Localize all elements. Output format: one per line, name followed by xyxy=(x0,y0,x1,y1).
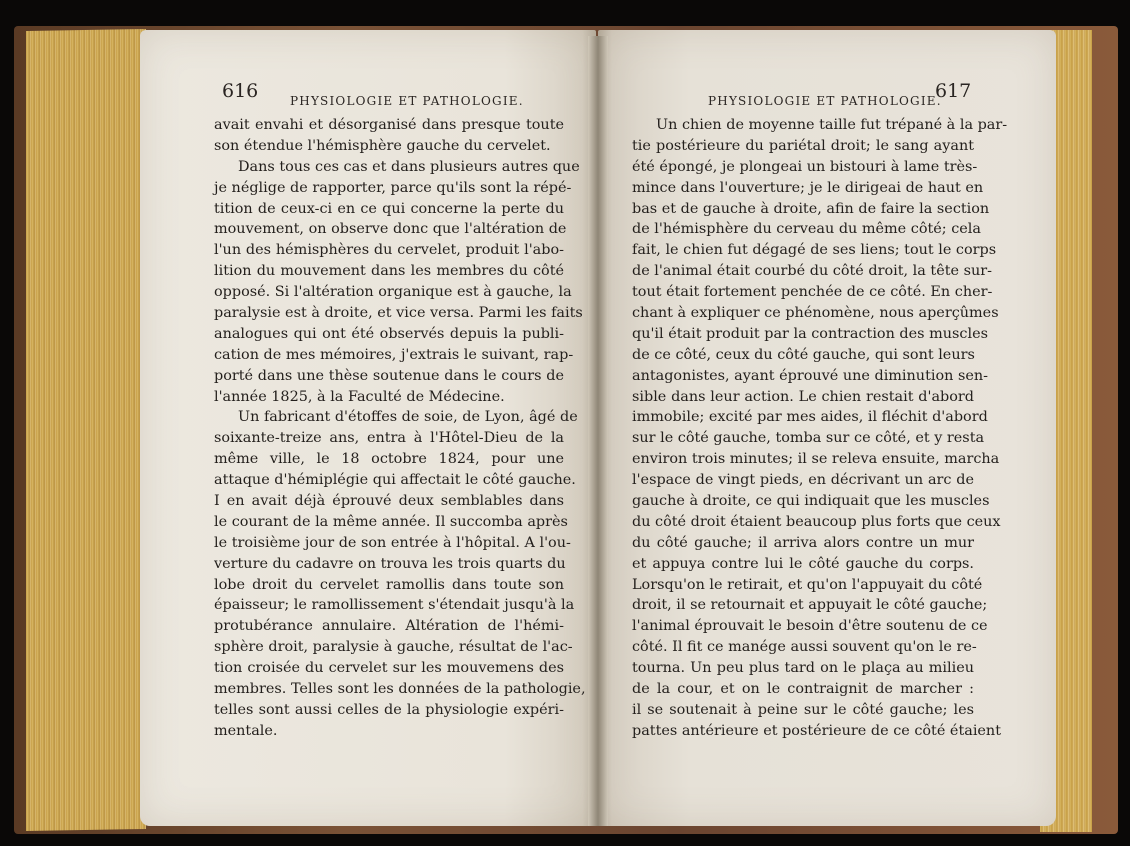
text-line: porté dans une thèse soutenue dans le cours de xyxy=(214,367,564,384)
text-line: droit, il se retournait et appuyait le côté gauche; xyxy=(632,597,988,614)
text-line: mouvement, on observe donc que l'altération de xyxy=(214,221,567,238)
text-line: de l'animal était courbé du côté droit, la tête sur- xyxy=(632,263,992,280)
text-line: qu'il était produit par la contraction des muscles xyxy=(632,325,988,342)
text-line: paralysie est à droite, et vice versa. Parmi les faits xyxy=(214,305,583,322)
text-line: il se soutenait à peine sur le côté gauche; les xyxy=(632,701,974,718)
text-line: du côté droit étaient beaucoup plus forts que ceux xyxy=(632,513,1001,530)
text-line: tie postérieure du pariétal droit; le sang ayant xyxy=(632,137,974,154)
text-line: lition du mouvement dans les membres du côté xyxy=(214,263,564,280)
text-line: côté. Il fit ce manége aussi souvent qu'on le re- xyxy=(632,639,977,656)
text-line: membres. Telles sont les données de la pathologie, xyxy=(214,681,586,698)
text-line: le troisième jour de son entrée à l'hôpital. A l'ou- xyxy=(214,534,571,551)
text-line: cation de mes mémoires, j'extrais le suivant, rap- xyxy=(214,346,574,363)
text-line: gauche à droite, ce qui indiquait que les muscles xyxy=(632,493,990,510)
text-line: sur le côté gauche, tomba sur ce côté, et y resta xyxy=(632,430,985,447)
left-page-number: 616 xyxy=(222,80,259,102)
text-line: I en avait déjà éprouvé deux semblables dans xyxy=(214,493,564,510)
text-line: analogues qui ont été observés depuis la publi- xyxy=(214,325,564,342)
text-line: sible dans leur action. Le chien restait d'abord xyxy=(632,388,974,405)
right-running-head: PHYSIOLOGIE ET PATHOLOGIE. xyxy=(708,94,942,108)
text-line: son étendue l'hémisphère gauche du cervelet. xyxy=(214,137,551,154)
left-page-body xyxy=(214,115,586,742)
text-line: je néglige de rapporter, parce qu'ils sont la répé- xyxy=(214,179,572,196)
text-line: bas et de gauche à droite, afin de faire la section xyxy=(632,200,990,217)
text-line: de l'hémisphère du cerveau du même côté; cela xyxy=(632,221,981,238)
text-line: Lorsqu'on le retirait, et qu'on l'appuyait du côté xyxy=(632,576,983,593)
text-line: tion croisée du cervelet sur les mouvemens des xyxy=(214,660,564,677)
text-line: antagonistes, ayant éprouvé une diminution sen- xyxy=(632,367,988,384)
text-line: tout était fortement penchée de ce côté. En cher- xyxy=(632,284,993,301)
text-line: épaisseur; le ramollissement s'étendait jusqu'à la xyxy=(214,597,575,614)
text-line: l'espace de vingt pieds, en décrivant un arc de xyxy=(632,472,974,489)
text-line: Un chien de moyenne taille fut trépané à la par- xyxy=(656,117,1008,133)
text-line: attaque d'hémiplégie qui affectait le côté gauche. xyxy=(214,472,576,489)
text-line: opposé. Si l'altération organique est à gauche, la xyxy=(214,284,572,301)
text-line: de la cour, et on le contraignit de marcher : xyxy=(632,681,974,698)
text-line: sphère droit, paralysie à gauche, résultat de l'ac- xyxy=(214,639,573,656)
text-line: même ville, le 18 octobre 1824, pour une xyxy=(214,451,564,468)
text-line: l'animal éprouvait le besoin d'être soutenu de ce xyxy=(632,618,988,635)
text-line: protubérance annulaire. Altération de l'hémi- xyxy=(214,618,564,635)
book-gutter xyxy=(588,36,608,826)
text-line: Dans tous ces cas et dans plusieurs autres que xyxy=(238,158,580,175)
right-page-body xyxy=(632,115,1008,742)
text-line: pattes antérieure et postérieure de ce côté étaient xyxy=(632,722,1001,739)
text-line: tourna. Un peu plus tard on le plaça au milieu xyxy=(632,660,974,677)
text-line: l'un des hémisphères du cervelet, produit l'abo- xyxy=(214,242,564,259)
text-line: chant à expliquer ce phénomène, nous aperçûmes xyxy=(632,305,999,322)
text-line: et appuya contre lui le côté gauche du corps. xyxy=(632,555,974,572)
text-line: de ce côté, ceux du côté gauche, qui sont leurs xyxy=(632,346,975,363)
text-line: Un fabricant d'étoffes de soie, de Lyon, âgé de xyxy=(238,409,578,426)
text-line: mince dans l'ouverture; je le dirigeai de haut en xyxy=(632,179,984,196)
text-line: immobile; excité par mes aides, il fléchit d'abord xyxy=(632,409,988,426)
text-line: soixante-treize ans, entra à l'Hôtel-Dieu de la xyxy=(214,430,564,447)
left-running-head: PHYSIOLOGIE ET PATHOLOGIE. xyxy=(290,94,524,108)
text-line: du côté gauche; il arriva alors contre un mur xyxy=(632,534,974,551)
text-line: lobe droit du cervelet ramollis dans toute son xyxy=(214,576,564,593)
right-page-number: 617 xyxy=(935,80,972,102)
text-line: avait envahi et désorganisé dans presque toute xyxy=(214,117,564,133)
text-line: l'année 1825, à la Faculté de Médecine. xyxy=(214,388,505,405)
text-line: fait, le chien fut dégagé de ses liens; tout le corps xyxy=(632,242,997,259)
text-line: mentale. xyxy=(214,722,278,739)
text-line: telles sont aussi celles de la physiologie expéri- xyxy=(214,701,564,718)
text-line: tition de ceux-ci en ce qui concerne la perte du xyxy=(214,200,564,217)
text-line: environ trois minutes; il se releva ensuite, marcha xyxy=(632,451,1000,468)
text-line: le courant de la même année. Il succomba après xyxy=(214,513,568,530)
left-page-edges xyxy=(26,29,146,831)
text-line: verture du cadavre on trouva les trois quarts du xyxy=(214,555,566,572)
text-line: été épongé, je plongeai un bistouri à lame très- xyxy=(632,158,978,175)
